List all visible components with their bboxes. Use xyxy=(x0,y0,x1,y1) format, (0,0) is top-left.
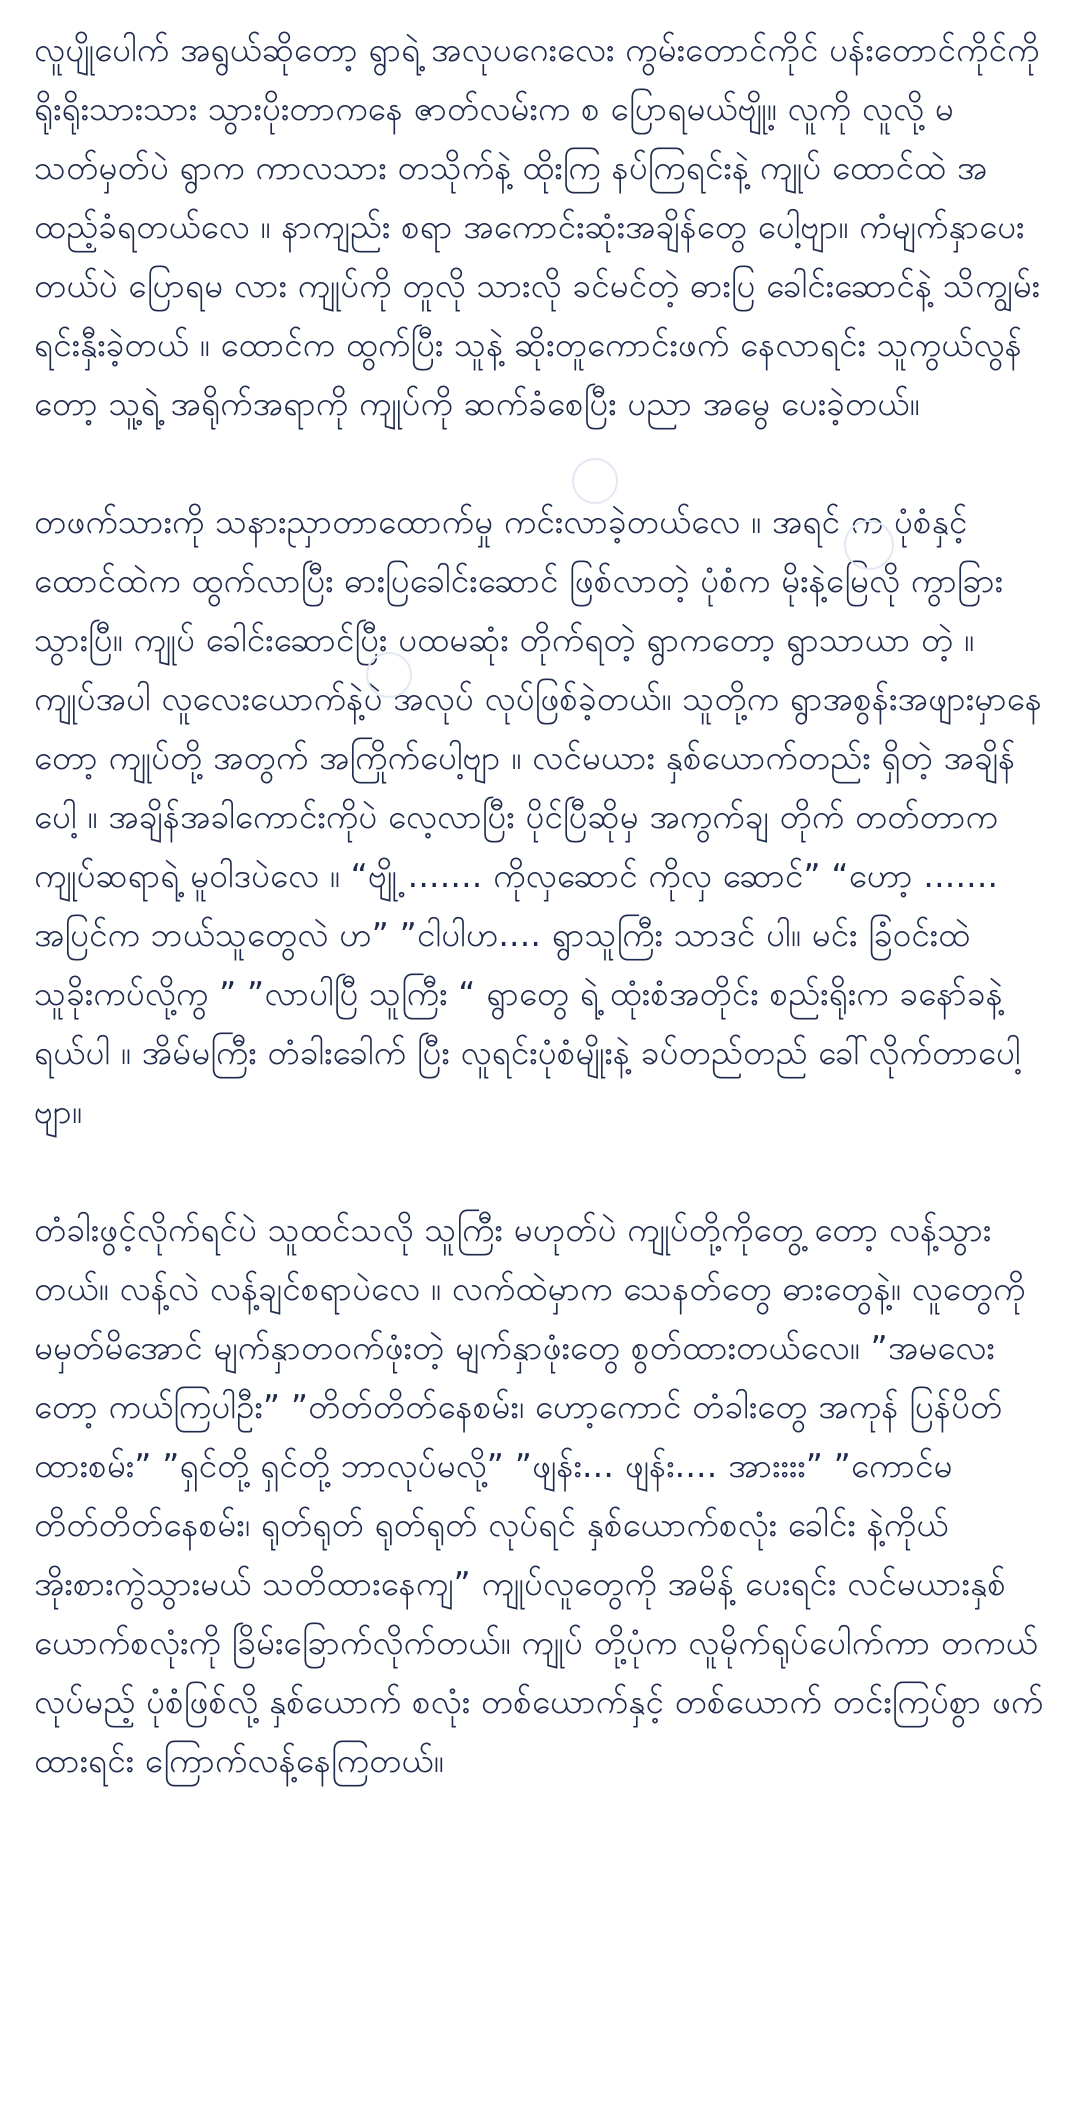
faint-circle-decoration xyxy=(844,520,894,570)
article-body xyxy=(34,20,1046,1790)
paragraph-1: လူပျိုပေါက် အရွယ်ဆိုတော့ ရွာရဲ့ အလုပဂေးလေး ကွမ်းတောင်ကိုင် ပန်းတောင်ကိုင်ကို ရိုးရိုးသားသား သွားပိုးတာကနေ ဇာတ်လမ်းက စ ပြောရမယ်ဗျို့။ လူကို လူလို့ မသတ်မှတ်ပဲ ရွာက ကာလသား တသိုက်နဲ့ ထိုးကြ နပ်ကြရင်းနဲ့ ကျုပ် ထောင်ထဲ အထည့်ခံရတယ်လေ ။ နာကျည်း စရာ အကောင်းဆုံးအချိန်တွေ ပေါ့ဗျာ။ ကံမျက်နှာပေးတယ်ပဲ ပြောရမ လား ကျုပ်ကို တူလို သားလို ခင်မင်တဲ့ ဓားပြ ခေါင်းဆောင်နဲ့ သိကျွမ်း ရင်းနှီးခဲ့တယ် ။ ထောင်က ထွက်ပြီး သူနဲ့ ဆိုးတူကောင်းဖက် နေလာရင်း သူကွယ်လွန်တော့ သူ့ရဲ့ အရိုက်အရာကို ကျုပ်ကို ဆက်ခံစေပြီး ပညာ အမွေ ပေးခဲ့တယ်။ xyxy=(34,30,1041,423)
paragraph-3: တံခါးဖွင့်လိုက်ရင်ပဲ သူထင်သလို သူကြီး မဟုတ်ပဲ ကျုပ်တို့ကိုတွေ့ တော့ လန့်သွားတယ်။ လန့်လဲ လန့်ချင်စရာပဲလေ ။ လက်ထဲမှာက သေနတ်တွေ ဓားတွေနဲ့။ လူတွေကို မမှတ်မိအောင် မျက်နှာတဝက်ဖုံးတဲ့ မျက်နှာဖုံးတွေ စွတ်ထားတယ်လေ။ ”အမလေးတော့ ကယ်ကြပါဦး” ”တိတ်တိတ်နေစမ်း၊ ဟော့ကောင် တံခါးတွေ အကုန် ပြန်ပိတ်ထားစမ်း” ”ရှင်တို့ ရှင်တို့ ဘာလုပ်မလို့” ”ဖျန်း... ဖျန်း.... အားးးး” ”ကောင်မ တိတ်တိတ်နေစမ်း၊ ရုတ်ရုတ် ရုတ်ရုတ် လုပ်ရင် နှစ်ယောက်စလုံး ခေါင်း နဲ့ကိုယ် အိုးစားကွဲသွားမယ် သတိထားနေကျ” ကျုပ်လူတွေကို အမိန့် ပေးရင်း လင်မယားနှစ်ယောက်စလုံးကို ခြိမ်းခြောက်လိုက်တယ်။ ကျုပ် တို့ပုံက လူမိုက်ရုပ်ပေါက်ကာ တကယ်လုပ်မည့် ပုံစံဖြစ်လို့ နှစ်ယောက် စလုံး တစ်ယောက်နှင့် တစ်ယောက် တင်းကြပ်စွာ ဖက်ထားရင်း ကြောက်လန့်နေကြတယ်။ xyxy=(34,1210,1044,1780)
faint-circle-decoration xyxy=(366,652,412,698)
faint-circle-decoration xyxy=(572,458,618,504)
paragraph-2: တဖက်သားကို သနားညှာတာထောက်မှု ကင်းလာခဲ့တယ်လေ ။ အရင် က ပုံစံနှင့် ထောင်ထဲက ထွက်လာပြီး ဓားပြခေါင်းဆောင် ဖြစ်လာတဲ့ ပုံစံက မိုးနဲ့မြေလို ကွာခြားသွားပြီ။ ကျုပ် ခေါင်းဆောင်ပြီး ပထမဆုံး တိုက်ရတဲ့ ရွာကတော့ ရွာသာယာ တဲ့ ။ ကျုပ်အပါ လူလေးယောက်နဲ့ပဲ အလုပ် လုပ်ဖြစ်ခဲ့တယ်။ သူတို့က ရွာအစွန်းအဖျားမှာနေတော့ ကျုပ်တို့ အတွက် အကြိုက်ပေါ့ဗျာ ။ လင်မယား နှစ်ယောက်တည်း ရှိတဲ့ အချိန် ပေါ့ ။ အချိန်အခါကောင်းကိုပဲ လေ့လာပြီး ပိုင်ပြီဆိုမှ အကွက်ချ တိုက် တတ်တာက ကျုပ်ဆရာရဲ့ မူဝါဒပဲလေ ။ “ဗျို့ ....... ကိုလှဆောင် ကိုလှ ဆောင်” “ဟော့ ....... အပြင်က ဘယ်သူတွေလဲ ဟ” ”ငါပါဟ.... ရွာသူကြီး သာဒင် ပါ။ မင်း ခြံဝင်းထဲ သူခိုးကပ်လို့ကွ ” ”လာပါပြီ သူကြီး “ ရွာတွေ ရဲ့ ထုံးစံအတိုင်း စည်းရိုးက ခနော်ခနဲ့ ရယ်ပါ ။ အိမ်မကြီး တံခါးခေါက် ပြီး လူရင်းပုံစံမျိုးနဲ့ ခပ်တည်တည် ခေါ်လိုက်တာပေါ့ဗျာ။ xyxy=(34,502,1042,1131)
